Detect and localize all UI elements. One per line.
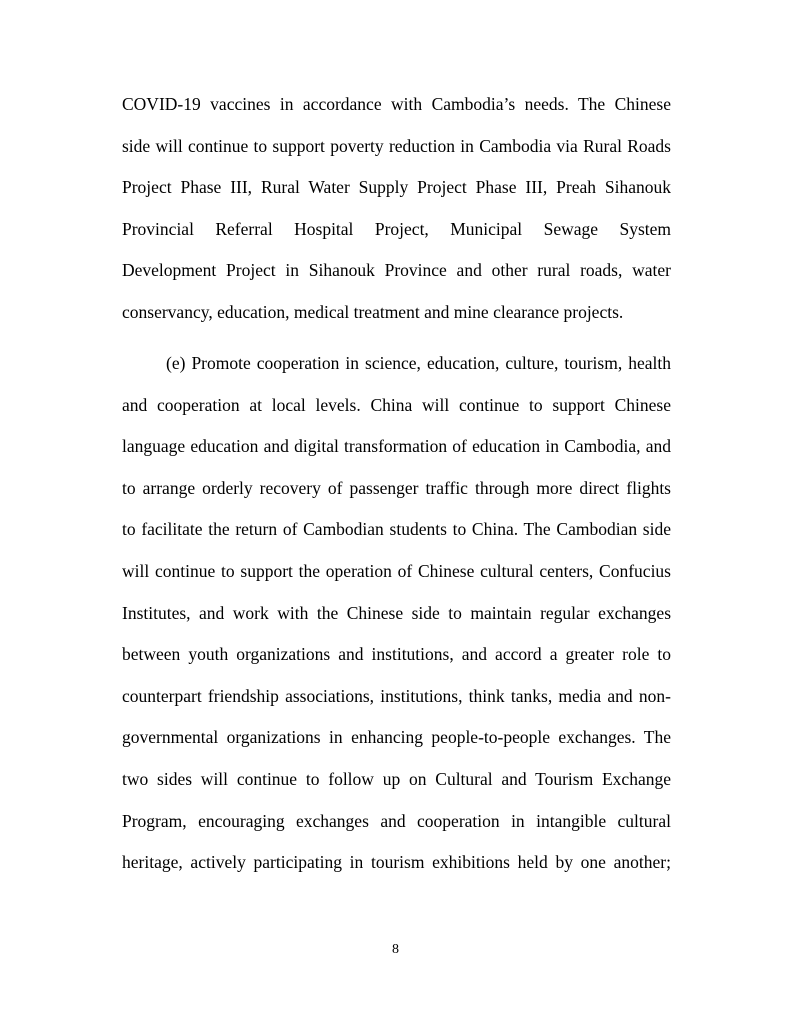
- paragraph-line: Project Phase III, Rural Water Supply Project Phase III, Preah Sihanouk: [122, 177, 671, 198]
- paragraph-line: Program, encouraging exchanges and cooperation in intangible cultural: [122, 810, 671, 831]
- paragraph-line: conservancy, education, medical treatment and mine clearance projects.: [122, 301, 624, 322]
- paragraph-line: two sides will continue to follow up on Cultural and Tourism Exchange: [122, 768, 671, 789]
- paragraph-line: to facilitate the return of Cambodian students to China. The Cambodian side: [122, 519, 671, 540]
- paragraph-line: counterpart friendship associations, institutions, think tanks, media and non-: [122, 685, 671, 706]
- paragraph-2: [122, 343, 671, 884]
- paragraph-line: between youth organizations and institutions, and accord a greater role to: [122, 644, 671, 665]
- paragraph-line: Provincial Referral Hospital Project, Municipal Sewage System: [122, 218, 671, 239]
- page-number: 8: [392, 942, 399, 957]
- paragraph-line: and cooperation at local levels. China will continue to support Chinese: [122, 394, 671, 415]
- paragraph-line: language education and digital transformation of education in Cambodia, and: [122, 436, 671, 457]
- paragraph-line: Development Project in Sihanouk Province and other rural roads, water: [122, 260, 671, 281]
- paragraph-line-indented: (e) Promote cooperation in science, education, culture, tourism, health: [166, 353, 671, 373]
- paragraph-line: heritage, actively participating in tourism exhibitions held by one another;: [122, 852, 671, 873]
- paragraph-line: side will continue to support poverty reduction in Cambodia via Rural Roads: [122, 135, 671, 156]
- paragraph-line: Institutes, and work with the Chinese side to maintain regular exchanges: [122, 602, 671, 623]
- paragraph-line: COVID-19 vaccines in accordance with Cambodia’s needs. The Chinese: [122, 94, 671, 114]
- paragraph-line: will continue to support the operation of Chinese cultural centers, Confucius: [122, 560, 671, 581]
- paragraph-line: to arrange orderly recovery of passenger traffic through more direct flights: [122, 477, 671, 498]
- paragraph-1: [122, 84, 671, 334]
- paragraph-line: governmental organizations in enhancing people-to-people exchanges. The: [122, 727, 671, 748]
